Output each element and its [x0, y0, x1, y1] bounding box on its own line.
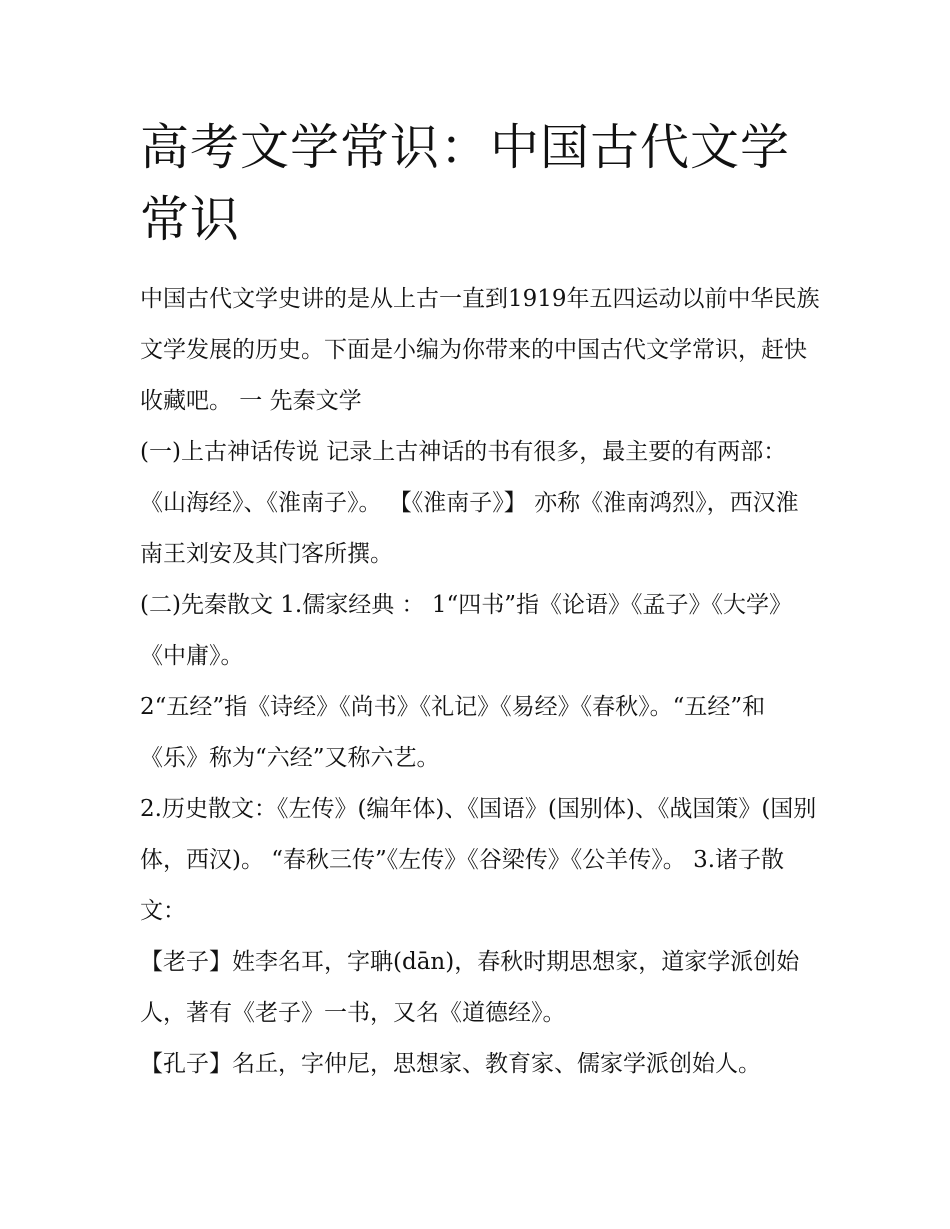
paragraph-intro: 中国古代文学史讲的是从上古一直到1919年五四运动以前中华民族文学发展的历史。下面是小编为你带来的中国古代文学常识，赶快收藏吧。 一 先秦文学 — [140, 286, 820, 414]
paragraph-confucius: 【孔子】名丘，字仲尼，思想家、教育家、儒家学派创始人。 — [140, 1051, 761, 1077]
document-title: 高考文学常识：中国古代文学常识 — [140, 119, 791, 248]
paragraph-five-classics: 2“五经”指《诗经》《尚书》《礼记》《易经》《春秋》。“五经”和《乐》称为“六经”又称六艺。 — [140, 694, 766, 771]
paragraph-laozi: 【老子】姓李名耳，字聃(dān)，春秋时期思想家，道家学派创始人，著有《老子》一书，又名《道德经》。 — [140, 949, 800, 1026]
document-page — [140, 112, 820, 1090]
document-body — [140, 274, 820, 1090]
paragraph-myths: (一)上古神话传说 记录上古神话的书有很多，最主要的有两部：《山海经》、《淮南子》。 【《淮南子》】 亦称《淮南鸿烈》，西汉淮南王刘安及其门客所撰。 — [140, 439, 799, 567]
paragraph-pre-qin-prose: (二)先秦散文 1.儒家经典 ： 1“四书”指《论语》《孟子》《大学》《中庸》。 — [140, 592, 792, 669]
paragraph-historical-prose: 2.历史散文：《左传》(编年体)、《国语》(国别体)、《战国策》(国别体，西汉)。 “春秋三传”《左传》《谷梁传》《公羊传》。 3.诸子散文： — [140, 796, 817, 924]
